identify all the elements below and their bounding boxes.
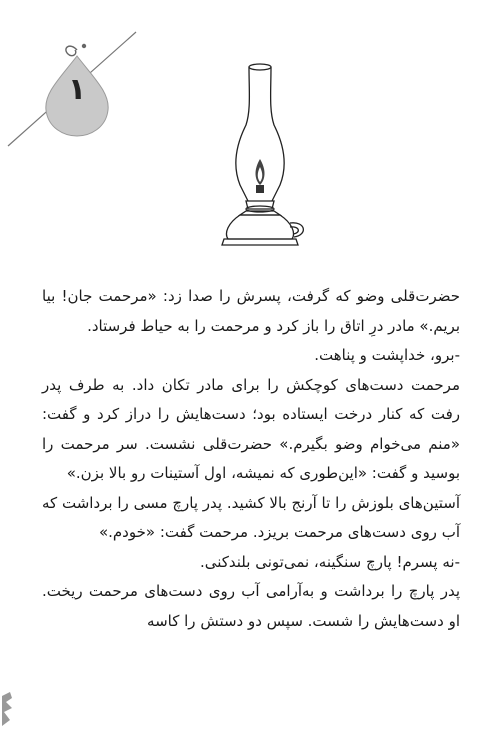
publisher-logo-icon bbox=[0, 690, 14, 730]
paragraph-6: پدر پارچ را برداشت و به‌آرامی آب روی دست‌های مرحمت ریخت. او دست‌هایش را شست. سپس دو دستش را کاسه bbox=[42, 582, 460, 630]
paragraph-2: -برو، خداپشت و پناهت. bbox=[314, 346, 460, 364]
paragraph-3: مرحمت دست‌های کوچکش را برای مادر تکان داد. به طرف پدر رفت که کنار درخت ایستاده بود؛ دست‌هایش را دراز کرد و گفت: «منم می‌خوام وضو بگیرم.» حضرت‌قلی نشست. سر مرحمت را بوسید و گفت: «این‌طوری که نمیشه، اول آستینات رو بالا بزن.» bbox=[42, 375, 460, 482]
paragraph-5: -نه پسرم! پارچ سنگینه، نمی‌تونی بلندکنی. bbox=[199, 552, 460, 571]
paragraph-4: آستین‌های بلوزش را تا آرنج بالا کشید. پدر پارچ مسی را برداشت که آب روی دست‌های مرحمت بریزد. مرحمت گفت: «خودم.» bbox=[42, 493, 460, 541]
paragraph-1: حضرت‌قلی وضو که گرفت، پسرش را صدا زد: «مرحمت جان! بیا بریم.» مادر درِ اتاق را باز کرد و مرحمت را به حیاط فرستاد. bbox=[42, 287, 460, 335]
oil-lamp-illustration bbox=[210, 55, 310, 255]
story-text bbox=[42, 282, 460, 636]
chapter-number: ۱ bbox=[67, 72, 87, 107]
